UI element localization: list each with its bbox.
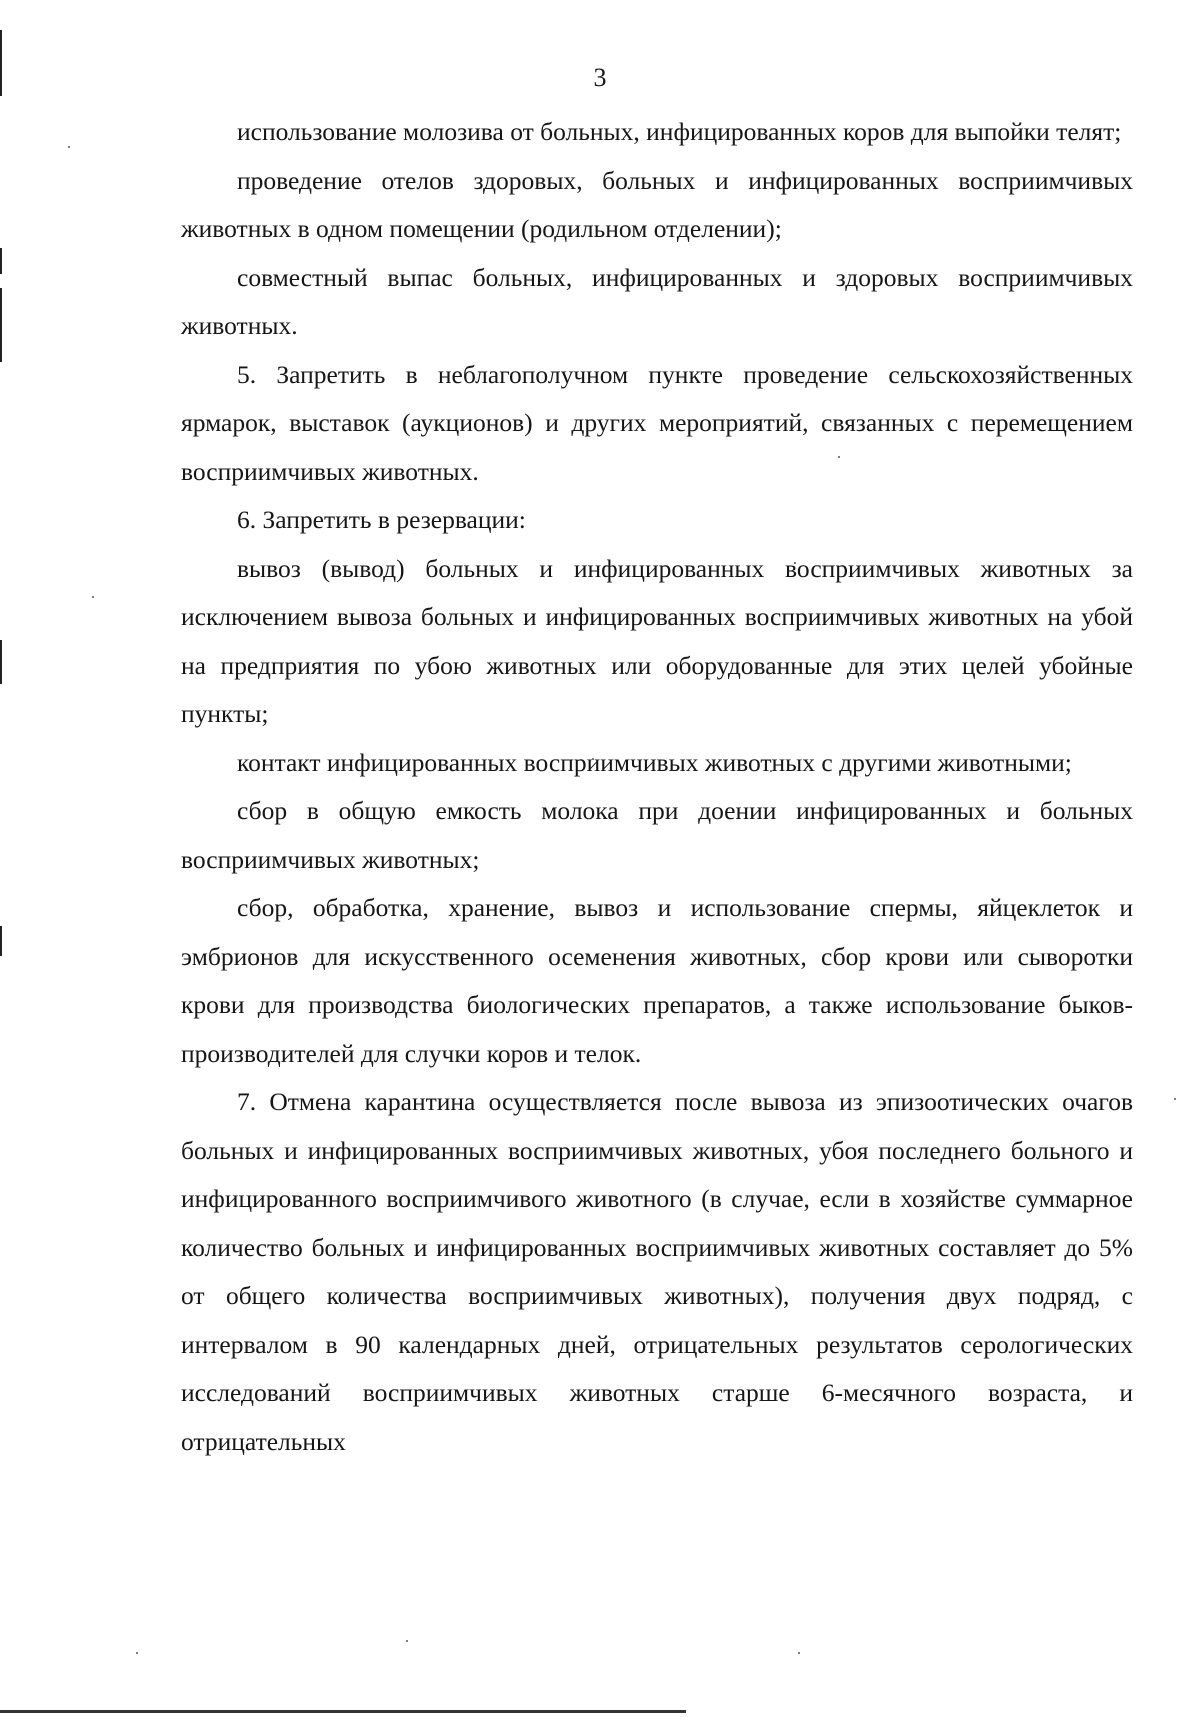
scan-speck bbox=[406, 1640, 408, 1642]
paragraph-item-5: 5. Запретить в неблагополучном пункте проведение сельскохозяйственных ярмарок, выставок (аукционов) и других мероприятий, связанных с перемещением восприимчивых животных. bbox=[181, 359, 1133, 486]
paragraph-milk: сбор в общую емкость молока при доении инфицированных и больных восприимчивых животных; bbox=[181, 796, 1133, 874]
scan-speck bbox=[1174, 1098, 1176, 1100]
scan-edge-mark bbox=[0, 288, 2, 362]
bottom-rule bbox=[0, 1710, 686, 1713]
paragraph-sperm: сбор, обработка, хранение, вывоз и использование спермы, яйцеклеток и эмбрионов для искусственного осеменения животных, сбор крови или сыворотки крови для производства биологических препаратов, а также использование быков-производителей для случки коров и телок. bbox=[181, 893, 1133, 1068]
scan-edge-mark bbox=[0, 248, 2, 274]
paragraph-item-7: 7. Отмена карантина осуществляется после вывоза из эпизоотических очагов больных и инфицированных восприимчивых животных, убоя последнего больного и инфицированного восприимчивого животного (в случае, если в хозяйстве суммарное количество больных и инфицированных восприимчивых животных составляет до 5% от общего количества восприимчивых животных), получения двух подряд, с интервалом в 90 календарных дней, отрицательных результатов серологических исследований восприимчивых животных старше 6-месячного возраста, и отрицательных bbox=[181, 1087, 1133, 1456]
page-number: 3 bbox=[593, 63, 607, 92]
paragraph-removal: вывоз (вывод) больных и инфицированных восприимчивых животных за исключением вывоза больных и инфицированных восприимчивых животных на убой на предприятия по убою животных или оборудованные для этих целей убойные пункты; bbox=[181, 553, 1133, 728]
scan-speck bbox=[136, 1652, 138, 1654]
paragraph-calving: проведение отелов здоровых, больных и инфицированных восприимчивых животных в одном помещении (родильном отделении); bbox=[181, 165, 1133, 243]
scan-speck bbox=[798, 1652, 800, 1654]
scan-edge-mark bbox=[0, 926, 2, 956]
paragraph-grazing: совместный выпас больных, инфицированных и здоровых восприимчивых животных. bbox=[181, 262, 1133, 340]
scan-edge-mark bbox=[0, 640, 2, 684]
scan-speck bbox=[92, 596, 94, 598]
scan-speck bbox=[68, 146, 70, 148]
document-body bbox=[181, 108, 1133, 1466]
paragraph-item-6: 6. Запретить в резервации: bbox=[237, 505, 526, 534]
paragraph-contact: контакт инфицированных восприимчивых животных с другими животными; bbox=[237, 747, 1072, 777]
paragraph-colostrum: использование молозива от больных, инфицированных коров для выпойки телят; bbox=[237, 117, 1122, 146]
